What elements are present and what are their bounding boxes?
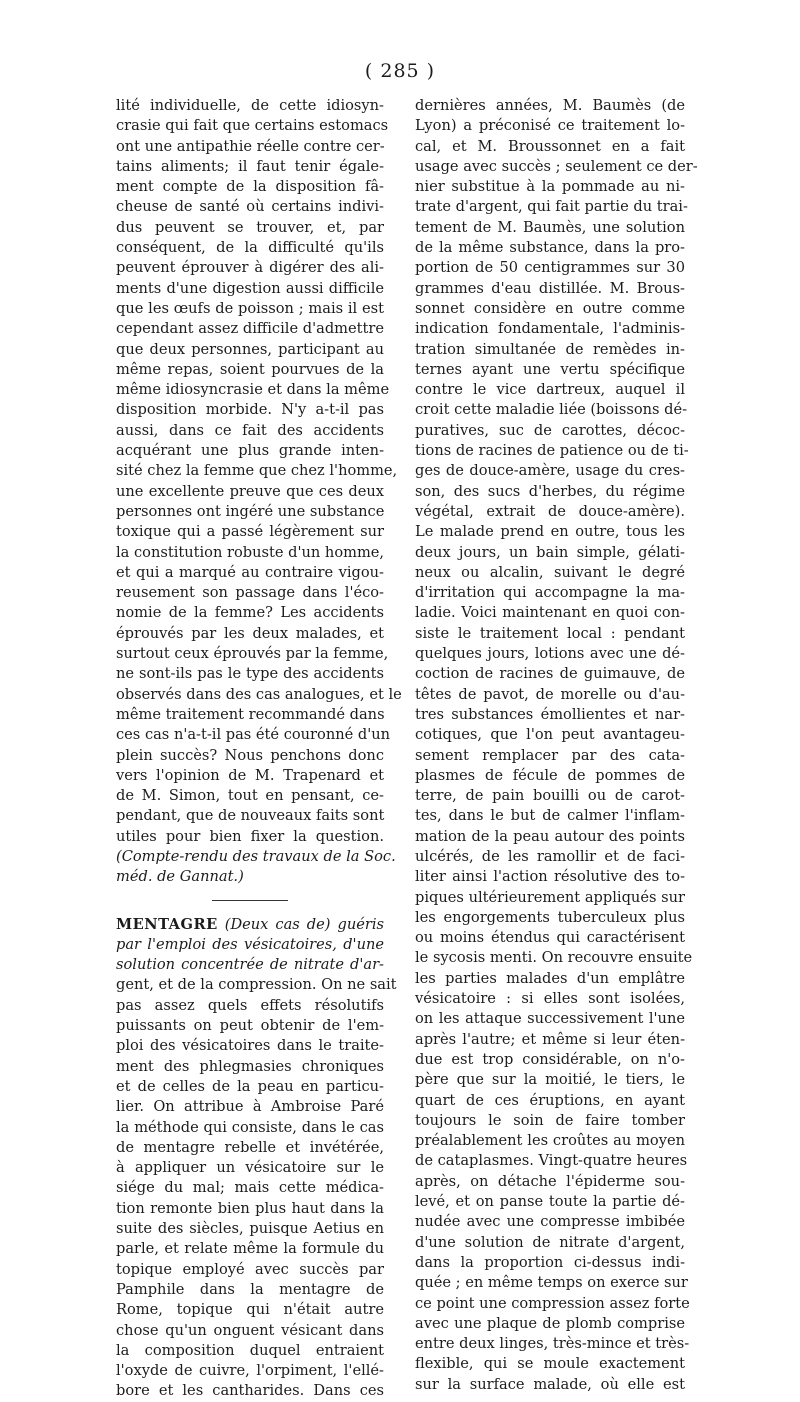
text-line: portion de 50 centigrammes sur 30 (415, 259, 685, 277)
text-line: indication fondamentale, l'adminis- (415, 320, 685, 338)
text-line: disposition morbide. N'y a-t-il pas (116, 401, 384, 419)
text-line: entre deux linges, très-mince et très- (415, 1335, 690, 1353)
text-line: tes, dans le but de calmer l'inflam- (415, 807, 685, 825)
text-line: mation de la peau autour des points (415, 827, 685, 845)
text-line: végétal, extrait de douce-amère). (415, 502, 685, 520)
text-line: ges de douce-amère, usage du cres- (415, 462, 685, 480)
text-line: méd. de Gannat.) (116, 868, 244, 886)
left-paragraph-continued (116, 96, 402, 888)
text-line: siste le traitement local : pendant (415, 624, 685, 642)
text-line: levé, et on panse toute la partie dé- (415, 1193, 685, 1211)
text-line: siége du mal; mais cette médica- (116, 1179, 384, 1197)
text-line: de la même substance, dans la pro- (415, 239, 685, 257)
text-line: cotiques, que l'on peut avantageu- (415, 726, 685, 744)
text-line: et de celles de la peau en particu- (116, 1077, 384, 1095)
right-column (415, 96, 698, 1395)
text-line: Rome, topique qui n'était autre (116, 1301, 384, 1319)
text-line: acquérant une plus grande inten- (116, 442, 384, 460)
left-column (116, 96, 402, 1402)
text-line: tres substances émollientes et nar- (415, 705, 685, 723)
text-line: même repas, soient pourvues de la (116, 360, 384, 378)
text-line: flexible, qui se moule exactement (415, 1355, 685, 1373)
text-line: l'oxyde de cuivre, l'orpiment, l'ellé- (116, 1362, 384, 1380)
text-line: et qui a marqué au contraire vigou- (116, 563, 384, 581)
text-line: due est trop considérable, on n'o- (415, 1050, 685, 1068)
text-line: même idiosyncrasie et dans la même (116, 381, 390, 399)
text-line: ne sont-ils pas le type des accidents (116, 665, 384, 683)
text-line: trate d'argent, qui fait partie du trai- (415, 198, 688, 216)
text-line: les engorgements tuberculeux plus (415, 908, 685, 926)
text-line: la composition duquel entraient (116, 1341, 384, 1359)
text-line: toujours le soin de faire tomber (415, 1111, 685, 1129)
text-line: préalablement les croûtes au moyen (415, 1132, 685, 1150)
text-line: nudée avec une compresse imbibée (415, 1213, 685, 1231)
text-line: sur la surface malade, où elle est (415, 1375, 685, 1393)
text-line: ment des phlegmasies chroniques (116, 1057, 384, 1075)
text-line: bore et les cantharides. Dans ces (116, 1382, 384, 1400)
text-line: puratives, suc de carottes, décoc- (415, 421, 685, 439)
text-line: d'une solution de nitrate d'argent, (415, 1233, 685, 1251)
mentagre-article (116, 915, 397, 1402)
text-line: deux jours, un bain simple, gélati- (415, 543, 685, 561)
text-line: ont une antipathie réelle contre cer- (116, 137, 385, 155)
text-line: gent, et de la compression. On ne sait (116, 976, 397, 994)
text-line: solution concentrée de nitrate d'ar- (116, 956, 384, 974)
text-line: le sycosis menti. On recouvre ensuite (415, 949, 693, 967)
text-line: vers l'opinion de M. Trapenard et (116, 766, 384, 784)
right-paragraph (415, 96, 698, 1395)
text-line: ment compte de la disposition fâ- (116, 178, 384, 196)
text-line: sonnet considère en outre comme (415, 299, 685, 317)
text-line: plasmes de fécule de pommes de (415, 766, 685, 784)
text-line: Le malade prend en outre, tous les (415, 523, 685, 541)
text-line: pas assez quels effets résolutifs (116, 996, 384, 1014)
text-line: usage avec succès ; seulement ce der- (415, 157, 698, 175)
text-line: tions de racines de patience ou de ti- (415, 442, 689, 460)
text-line: toxique qui a passé légèrement sur (116, 523, 384, 541)
text-line: ulcérés, de les ramollir et de faci- (415, 847, 685, 865)
text-line: parle, et relate même la formule du (116, 1240, 384, 1258)
page-number: ( 285 ) (364, 60, 436, 82)
text-line: son, des sucs d'herbes, du régime (415, 482, 685, 500)
text-line: plein succès? Nous penchons donc (116, 746, 384, 764)
section-divider (212, 900, 288, 901)
text-line: de mentagre rebelle et invétérée, (116, 1138, 384, 1156)
text-line: (Compte-rendu des travaux de la Soc. (116, 847, 396, 865)
text-line: tement de M. Baumès, une solution (415, 218, 685, 236)
text-line: puissants on peut obtenir de l'em- (116, 1017, 384, 1035)
text-line: reusement son passage dans l'éco- (116, 584, 384, 602)
text-line: suite des siècles, puisque Aetius en (116, 1220, 384, 1238)
text-line: cheuse de santé où certains indivi- (116, 198, 384, 216)
text-line: tion remonte bien plus haut dans la (116, 1199, 384, 1217)
text-line: peuvent éprouver à digérer des ali- (116, 259, 384, 277)
text-line: ou moins étendus qui caractérisent (415, 929, 685, 947)
text-line: crasie qui fait que certains estomacs (116, 117, 389, 135)
text-line: cependant assez difficile d'admettre (116, 320, 384, 338)
text-line: personnes ont ingéré une substance (116, 502, 385, 520)
text-line: la constitution robuste d'un homme, (116, 543, 385, 561)
text-line: aussi, dans ce fait des accidents (116, 421, 384, 439)
text-line: ternes ayant une vertu spécifique (415, 360, 685, 378)
text-line: quart de ces éruptions, en ayant (415, 1091, 685, 1109)
text-line: père que sur la moitié, le tiers, le (415, 1071, 685, 1089)
text-line: chose qu'un onguent vésicant dans (116, 1321, 384, 1339)
text-line: les parties malades d'un emplâtre (415, 969, 685, 987)
text-line: avec une plaque de plomb comprise (415, 1314, 685, 1332)
text-line: d'irritation qui accompagne la ma- (415, 584, 685, 602)
text-line: têtes de pavot, de morelle ou d'au- (415, 685, 685, 703)
text-line: dans la proportion ci-dessus indi- (415, 1253, 685, 1271)
text-line: quelques jours, lotions avec une dé- (415, 645, 685, 663)
text-line: ments d'une digestion aussi difficile (116, 279, 384, 297)
text-line: sité chez la femme que chez l'homme, (116, 462, 398, 480)
text-line: nier substitue à la pommade au ni- (415, 178, 685, 196)
text-line: conséquent, de la difficulté qu'ils (116, 239, 384, 257)
text-line: terre, de pain bouilli ou de carot- (415, 787, 685, 805)
text-line: après l'autre; et même si leur éten- (415, 1030, 685, 1048)
text-line: par l'emploi des vésicatoires, d'une (116, 935, 384, 953)
text-line: la méthode qui consiste, dans le cas (116, 1118, 384, 1136)
text-line: ploi des vésicatoires dans le traite- (116, 1037, 384, 1055)
text-line: dus peuvent se trouver, et, par (116, 218, 384, 236)
text-line: dernières années, M. Baumès (de (415, 97, 685, 114)
text-line: lité individuelle, de cette idiosyn- (116, 97, 384, 114)
text-line: nomie de la femme? Les accidents (116, 604, 384, 622)
text-line: topique employé avec succès par (116, 1260, 384, 1278)
text-line: piques ultérieurement appliqués sur (415, 888, 685, 906)
text-line: utiles pour bien fixer la question. (116, 827, 384, 845)
text-line: que deux personnes, participant au (116, 340, 384, 358)
text-line: cal, et M. Broussonnet en a fait (415, 137, 685, 155)
text-line: observés dans des cas analogues, et le (116, 685, 402, 703)
text-line: pendant, que de nouveaux faits sont (116, 807, 385, 825)
text-line: contre le vice dartreux, auquel il (415, 381, 685, 399)
text-line: une excellente preuve que ces deux (116, 482, 384, 500)
text-line: tains aliments; il faut tenir égale- (116, 157, 384, 175)
text-line: Lyon) a préconisé ce traitement lo- (415, 117, 685, 135)
text-line: ce point une compression assez forte (415, 1294, 690, 1312)
article-heading-line (116, 915, 384, 935)
text-line: que les œufs de poisson ; mais il est (116, 299, 384, 317)
text-line: éprouvés par les deux malades, et (116, 624, 384, 642)
text-line: après, on détache l'épiderme sou- (415, 1172, 685, 1190)
article-heading: MENTAGRE (116, 915, 218, 933)
text-line: de cataplasmes. Vingt-quatre heures (415, 1152, 688, 1170)
text-line: à appliquer un vésicatoire sur le (116, 1159, 384, 1177)
text-line: quée ; en même temps on exerce sur (415, 1274, 688, 1292)
text-line: Pamphile dans la mentagre de (116, 1280, 384, 1298)
text-line: lier. On attribue à Ambroise Paré (116, 1098, 384, 1116)
text-line: neux ou alcalin, suivant le degré (415, 563, 685, 581)
text-line: ladie. Voici maintenant en quoi con- (415, 604, 685, 622)
text-line: croit cette maladie liée (boissons dé- (415, 401, 688, 419)
text-line: on les attaque successivement l'une (415, 1010, 685, 1028)
text-line: vésicatoire : si elles sont isolées, (415, 990, 685, 1008)
text-line: tration simultanée de remèdes in- (415, 340, 685, 358)
text-line: grammes d'eau distillée. M. Brous- (415, 279, 685, 297)
text-line: de M. Simon, tout en pensant, ce- (116, 787, 384, 805)
text-line: ces cas n'a-t-il pas été couronné d'un (116, 726, 391, 744)
article-heading-subtitle: (Deux cas de) guéris (224, 915, 385, 933)
text-line: même traitement recommandé dans (116, 705, 385, 723)
text-line: surtout ceux éprouvés par la femme, (116, 645, 389, 663)
text-line: liter ainsi l'action résolutive des to- (415, 868, 685, 886)
text-line: sement remplacer par des cata- (415, 746, 685, 764)
text-line: coction de racines de guimauve, de (415, 665, 685, 683)
